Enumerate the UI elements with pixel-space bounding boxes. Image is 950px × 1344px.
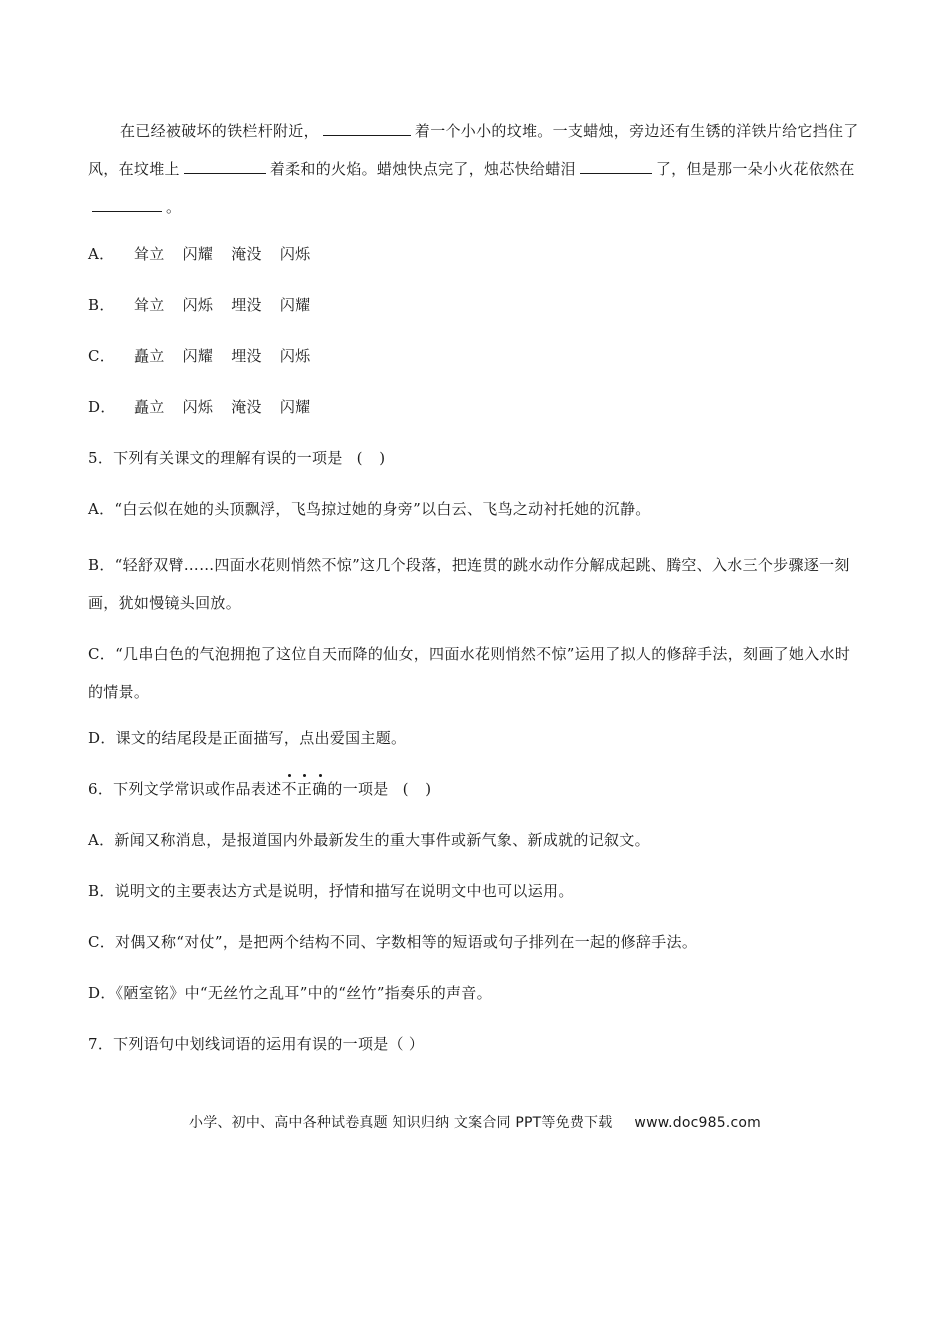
document-content	[88, 112, 863, 1081]
answer-paren: ( )	[402, 780, 438, 798]
q6-option-c: C．对偶又称“对仗”，是把两个结构不同、字数相等的短语或句子排列在一起的修辞手法。	[88, 933, 698, 951]
option-word: 埋没	[231, 347, 262, 365]
option-word: 矗立	[134, 347, 165, 365]
q5-stem-text: 5．下列有关课文的理解有误的一项是	[88, 449, 343, 467]
q6-stem-after: 的一项是	[327, 780, 389, 798]
q4-option-b	[88, 291, 863, 342]
q5-option-b: B．“轻舒双臂……四面水花则悄然不惊”这几个段落，把连贯的跳水动作分解成起跳、腾空、入水三个步骤逐一刻画，犹如慢镜头回放。	[88, 556, 850, 612]
page-footer	[0, 1112, 950, 1132]
option-word: 淹没	[231, 245, 262, 263]
q6-stem	[88, 775, 863, 826]
q6-option-a: A．新闻又称消息，是报道国内外最新发生的重大事件或新气象、新成就的记叙文。	[88, 831, 650, 849]
option-word: 闪耀	[279, 296, 311, 314]
q4-option-a	[88, 240, 863, 291]
passage-part-4: 了，但是那一朵小火花依然在	[655, 160, 855, 178]
q5-option-a: A．“白云似在她的头顶飘浮，飞鸟掠过她的身旁”以白云、飞鸟之动衬托她的沉静。	[88, 500, 651, 518]
option-letter: A．	[88, 245, 115, 263]
emphasis-char: 确	[312, 780, 328, 798]
answer-paren: ( )	[356, 449, 392, 467]
option-word: 矗立	[134, 398, 165, 416]
blank-4	[92, 197, 162, 212]
q4-option-d	[88, 393, 863, 444]
footer-text: 小学、初中、高中各种试卷真题 知识归纳 文案合同 PPT等免费下载	[189, 1115, 613, 1131]
footer-url[interactable]: www.doc985.com	[634, 1115, 761, 1131]
option-word: 闪耀	[182, 347, 214, 365]
blank-2	[184, 159, 266, 174]
blank-3	[580, 159, 652, 174]
emphasis-char: 不	[281, 780, 297, 798]
option-word: 埋没	[231, 296, 262, 314]
passage-part-2: 着一个小小的坟堆。一支蜡烛，旁边还有生锈的洋铁片给它挡住了风，在坟堆上	[88, 122, 859, 178]
option-letter: D．	[88, 398, 116, 416]
option-word: 闪耀	[182, 245, 214, 263]
option-letter: C．	[88, 347, 116, 365]
q5-option-c: C．“几串白色的气泡拥抱了这位自天而降的仙女，四面水花则悄然不惊”运用了拟人的修辞手法，刻画了她入水时的情景。	[88, 645, 851, 701]
q5-stem	[88, 444, 863, 495]
q5-option-d: D．课文的结尾段是正面描写，点出爱国主题。	[88, 729, 407, 747]
fill-blank-passage	[88, 112, 863, 226]
emphasis-char: 正	[296, 780, 313, 798]
q6-option-b: B．说明文的主要表达方式是说明，抒情和描写在说明文中也可以运用。	[88, 882, 574, 900]
option-word: 耸立	[134, 296, 165, 314]
blank-1	[323, 121, 411, 136]
option-word: 闪烁	[279, 245, 311, 263]
passage-part-1: 在已经被破坏的铁栏杆附近，	[120, 122, 319, 140]
option-word: 耸立	[134, 245, 165, 263]
passage-part-5: 。	[166, 198, 182, 216]
option-word: 闪耀	[279, 398, 311, 416]
q7-stem: 7．下列语句中划线词语的运用有误的一项是（ ）	[88, 1035, 425, 1053]
passage-part-3: 着柔和的火焰。蜡烛快点完了，烛芯快给蜡泪	[269, 160, 576, 178]
option-word: 淹没	[231, 398, 262, 416]
q6-stem-before: 6．下列文学常识或作品表述	[88, 780, 282, 798]
option-word: 闪烁	[182, 398, 214, 416]
q4-option-c	[88, 342, 863, 393]
option-word: 闪烁	[279, 347, 311, 365]
option-letter: B．	[88, 296, 115, 314]
q6-option-d: D．《陋室铭》中“无丝竹之乱耳”中的“丝竹”指奏乐的声音。	[88, 984, 492, 1002]
option-word: 闪烁	[182, 296, 214, 314]
